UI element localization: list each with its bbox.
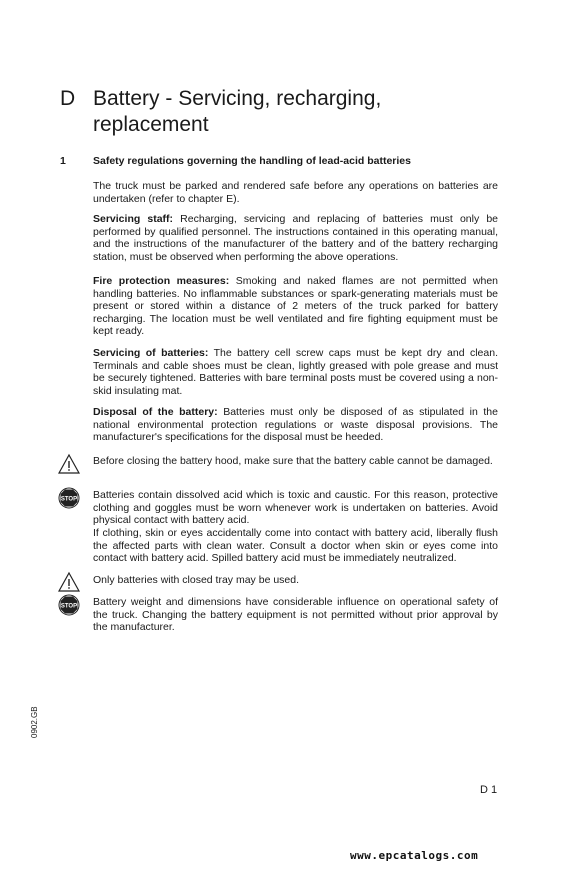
disposal-label: Disposal of the battery:	[93, 406, 218, 418]
stop-sign-label: STOP	[60, 603, 78, 610]
intro-paragraph: The truck must be parked and rendered safe before any operations on batteries are undertaken (refer to chapter E).	[93, 180, 498, 205]
fire-protection-paragraph	[93, 275, 498, 338]
stop-acid-note-1: Batteries contain dissolved acid which is toxic and caustic. For this reason, protective clothing and goggles must be worn whenever work is undertaken on batteries. Avoid physical contact with battery acid.	[93, 489, 498, 526]
warning-triangle-icon	[58, 571, 80, 593]
caution-hood-note: Before closing the battery hood, make sure that the battery cable cannot be damaged.	[93, 455, 493, 467]
disposal-paragraph	[93, 406, 498, 444]
fire-protection-label: Fire protection measures:	[93, 275, 230, 287]
side-document-code: 0902.GB	[30, 706, 39, 738]
servicing-staff-label: Servicing staff:	[93, 213, 174, 225]
servicing-batteries-paragraph	[93, 347, 498, 397]
section-title: Safety regulations governing the handling of lead-acid batteries	[93, 155, 411, 167]
stop-sign-icon	[58, 594, 80, 616]
warning-triangle-icon	[58, 453, 80, 475]
fire-protection-text: Smoking and naked flames are not permitted when handling batteries. No inflammable substances or spark-generating materials must be present or stored within a distance of 2 meters of the truck parked for battery recharging. The location must be well ventilated and fire fighting equipment must be kept ready.	[93, 275, 498, 337]
section-number: 1	[60, 155, 66, 167]
servicing-batteries-label: Servicing of batteries:	[93, 347, 209, 359]
stop-sign-label: STOP	[60, 496, 78, 503]
chapter-letter: D	[60, 87, 76, 110]
stop-weight-note: Battery weight and dimensions have considerable influence on operational safety of the truck. Changing the battery equipment is not permitted without prior approval by the manufacturer.	[93, 596, 498, 633]
stop-acid-note-2: If clothing, skin or eyes accidentally come into contact with battery acid, liberally flush the affected parts with clean water. Consult a doctor when skin or eyes come into contact with battery acid. Spilled battery acid must be immediately neutralized.	[93, 527, 498, 564]
disposal-text: Batteries must only be disposed of as stipulated in the national environmental protection regulations or waste disposal provisions. The manufacturer's specifications for the disposal must be heeded.	[93, 406, 498, 443]
stop-sign-icon	[58, 487, 80, 509]
servicing-batteries-text: The battery cell screw caps must be kept dry and clean. Terminals and cable shoes must be clean, lightly greased with pole grease and must be securely tightened. Batteries with bare terminal posts must be covered using a non-skid insulating mat.	[93, 347, 498, 397]
servicing-staff-paragraph	[93, 213, 498, 263]
watermark-link[interactable]: www.epcatalogs.com	[350, 849, 479, 862]
page-number: D 1	[480, 784, 498, 796]
chapter-title: Battery - Servicing, recharging, replacement	[93, 87, 382, 136]
caution-tray-note: Only batteries with closed tray may be used.	[93, 574, 300, 586]
servicing-staff-text: Recharging, servicing and replacing of batteries must only be performed by qualified personnel. The instructions contained in this operating manual, and the instructions of the manufacturer of the battery and of the battery recharging station, must be observed when performing the above operations.	[93, 213, 499, 263]
